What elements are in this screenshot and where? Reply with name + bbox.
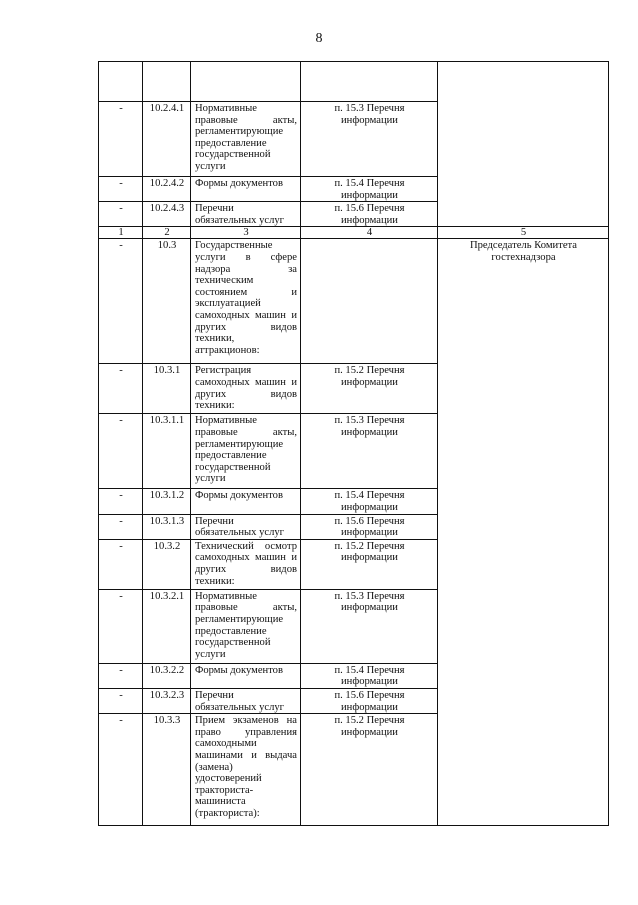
- item-reference: п. 15.2 Перечня информации: [301, 714, 438, 826]
- item-reference: п. 15.4 Перечня информации: [301, 177, 438, 202]
- item-reference: п. 15.2 Перечня информации: [301, 539, 438, 589]
- item-number: 10.2.4.1: [143, 102, 191, 177]
- item-title: Перечни обязательных услуг: [191, 202, 301, 227]
- item-title: Регистрация самоходных машин и других видов техники:: [191, 364, 301, 414]
- item-title: Нормативные правовые акты, регламентирующие предоставление государственной услуги: [191, 589, 301, 663]
- column-number: 5: [438, 227, 609, 239]
- table-row: [99, 239, 609, 364]
- cell: [438, 62, 609, 227]
- item-reference: п. 15.6 Перечня информации: [301, 514, 438, 539]
- cell: [301, 62, 438, 102]
- item-reference: п. 15.6 Перечня информации: [301, 202, 438, 227]
- services-table: [98, 61, 609, 826]
- item-reference: п. 15.2 Перечня информации: [301, 364, 438, 414]
- row-marker: -: [99, 663, 143, 688]
- row-marker: -: [99, 714, 143, 826]
- column-number-row: [99, 227, 609, 239]
- item-number: 10.3.2.2: [143, 663, 191, 688]
- row-marker: -: [99, 414, 143, 489]
- item-number: 10.3: [143, 239, 191, 364]
- column-number: 1: [99, 227, 143, 239]
- item-title: Формы документов: [191, 177, 301, 202]
- cell: [143, 62, 191, 102]
- row-marker: -: [99, 364, 143, 414]
- item-title: Нормативные правовые акты, регламентирующие предоставление государственной услуги: [191, 414, 301, 489]
- item-number: 10.3.1.2: [143, 489, 191, 514]
- page-number: 8: [315, 31, 323, 46]
- item-reference: п. 15.4 Перечня информации: [301, 489, 438, 514]
- cell: [191, 62, 301, 102]
- item-reference: [301, 239, 438, 364]
- item-number: 10.3.3: [143, 714, 191, 826]
- cell: [99, 62, 143, 102]
- item-title: Государственные услуги в сфере надзора за техническим состоянием и эксплуатацией самоходных машин и других видов техники, аттракционов:: [191, 239, 301, 364]
- item-number: 10.3.1.1: [143, 414, 191, 489]
- item-title: Технический осмотр самоходных машин и других видов техники:: [191, 539, 301, 589]
- item-reference: п. 15.4 Перечня информации: [301, 663, 438, 688]
- column-number: 4: [301, 227, 438, 239]
- row-marker: -: [99, 489, 143, 514]
- row-marker: -: [99, 202, 143, 227]
- column-number: 2: [143, 227, 191, 239]
- column-number: 3: [191, 227, 301, 239]
- item-number: 10.3.2: [143, 539, 191, 589]
- item-number: 10.3.1: [143, 364, 191, 414]
- item-number: 10.3.2.3: [143, 688, 191, 713]
- item-title: Формы документов: [191, 663, 301, 688]
- item-number: 10.2.4.2: [143, 177, 191, 202]
- item-reference: п. 15.6 Перечня информации: [301, 688, 438, 713]
- item-reference: п. 15.3 Перечня информации: [301, 414, 438, 489]
- item-number: 10.3.2.1: [143, 589, 191, 663]
- table-row-blank: [99, 62, 609, 102]
- row-marker: -: [99, 177, 143, 202]
- row-marker: -: [99, 589, 143, 663]
- item-number: 10.2.4.3: [143, 202, 191, 227]
- item-title: Нормативные правовые акты, регламентирующие предоставление государственной услуги: [191, 102, 301, 177]
- responsible-person: Председатель Комитета гостехнадзора: [438, 239, 609, 826]
- row-marker: -: [99, 514, 143, 539]
- row-marker: -: [99, 239, 143, 364]
- item-reference: п. 15.3 Перечня информации: [301, 589, 438, 663]
- item-title: Прием экзаменов на право управления самоходными машинами и выдача (замена) удостоверений тракториста-машиниста (тракториста):: [191, 714, 301, 826]
- row-marker: -: [99, 688, 143, 713]
- item-title: Формы документов: [191, 489, 301, 514]
- row-marker: -: [99, 539, 143, 589]
- row-marker: -: [99, 102, 143, 177]
- item-number: 10.3.1.3: [143, 514, 191, 539]
- item-reference: п. 15.3 Перечня информации: [301, 102, 438, 177]
- item-title: Перечни обязательных услуг: [191, 514, 301, 539]
- item-title: Перечни обязательных услуг: [191, 688, 301, 713]
